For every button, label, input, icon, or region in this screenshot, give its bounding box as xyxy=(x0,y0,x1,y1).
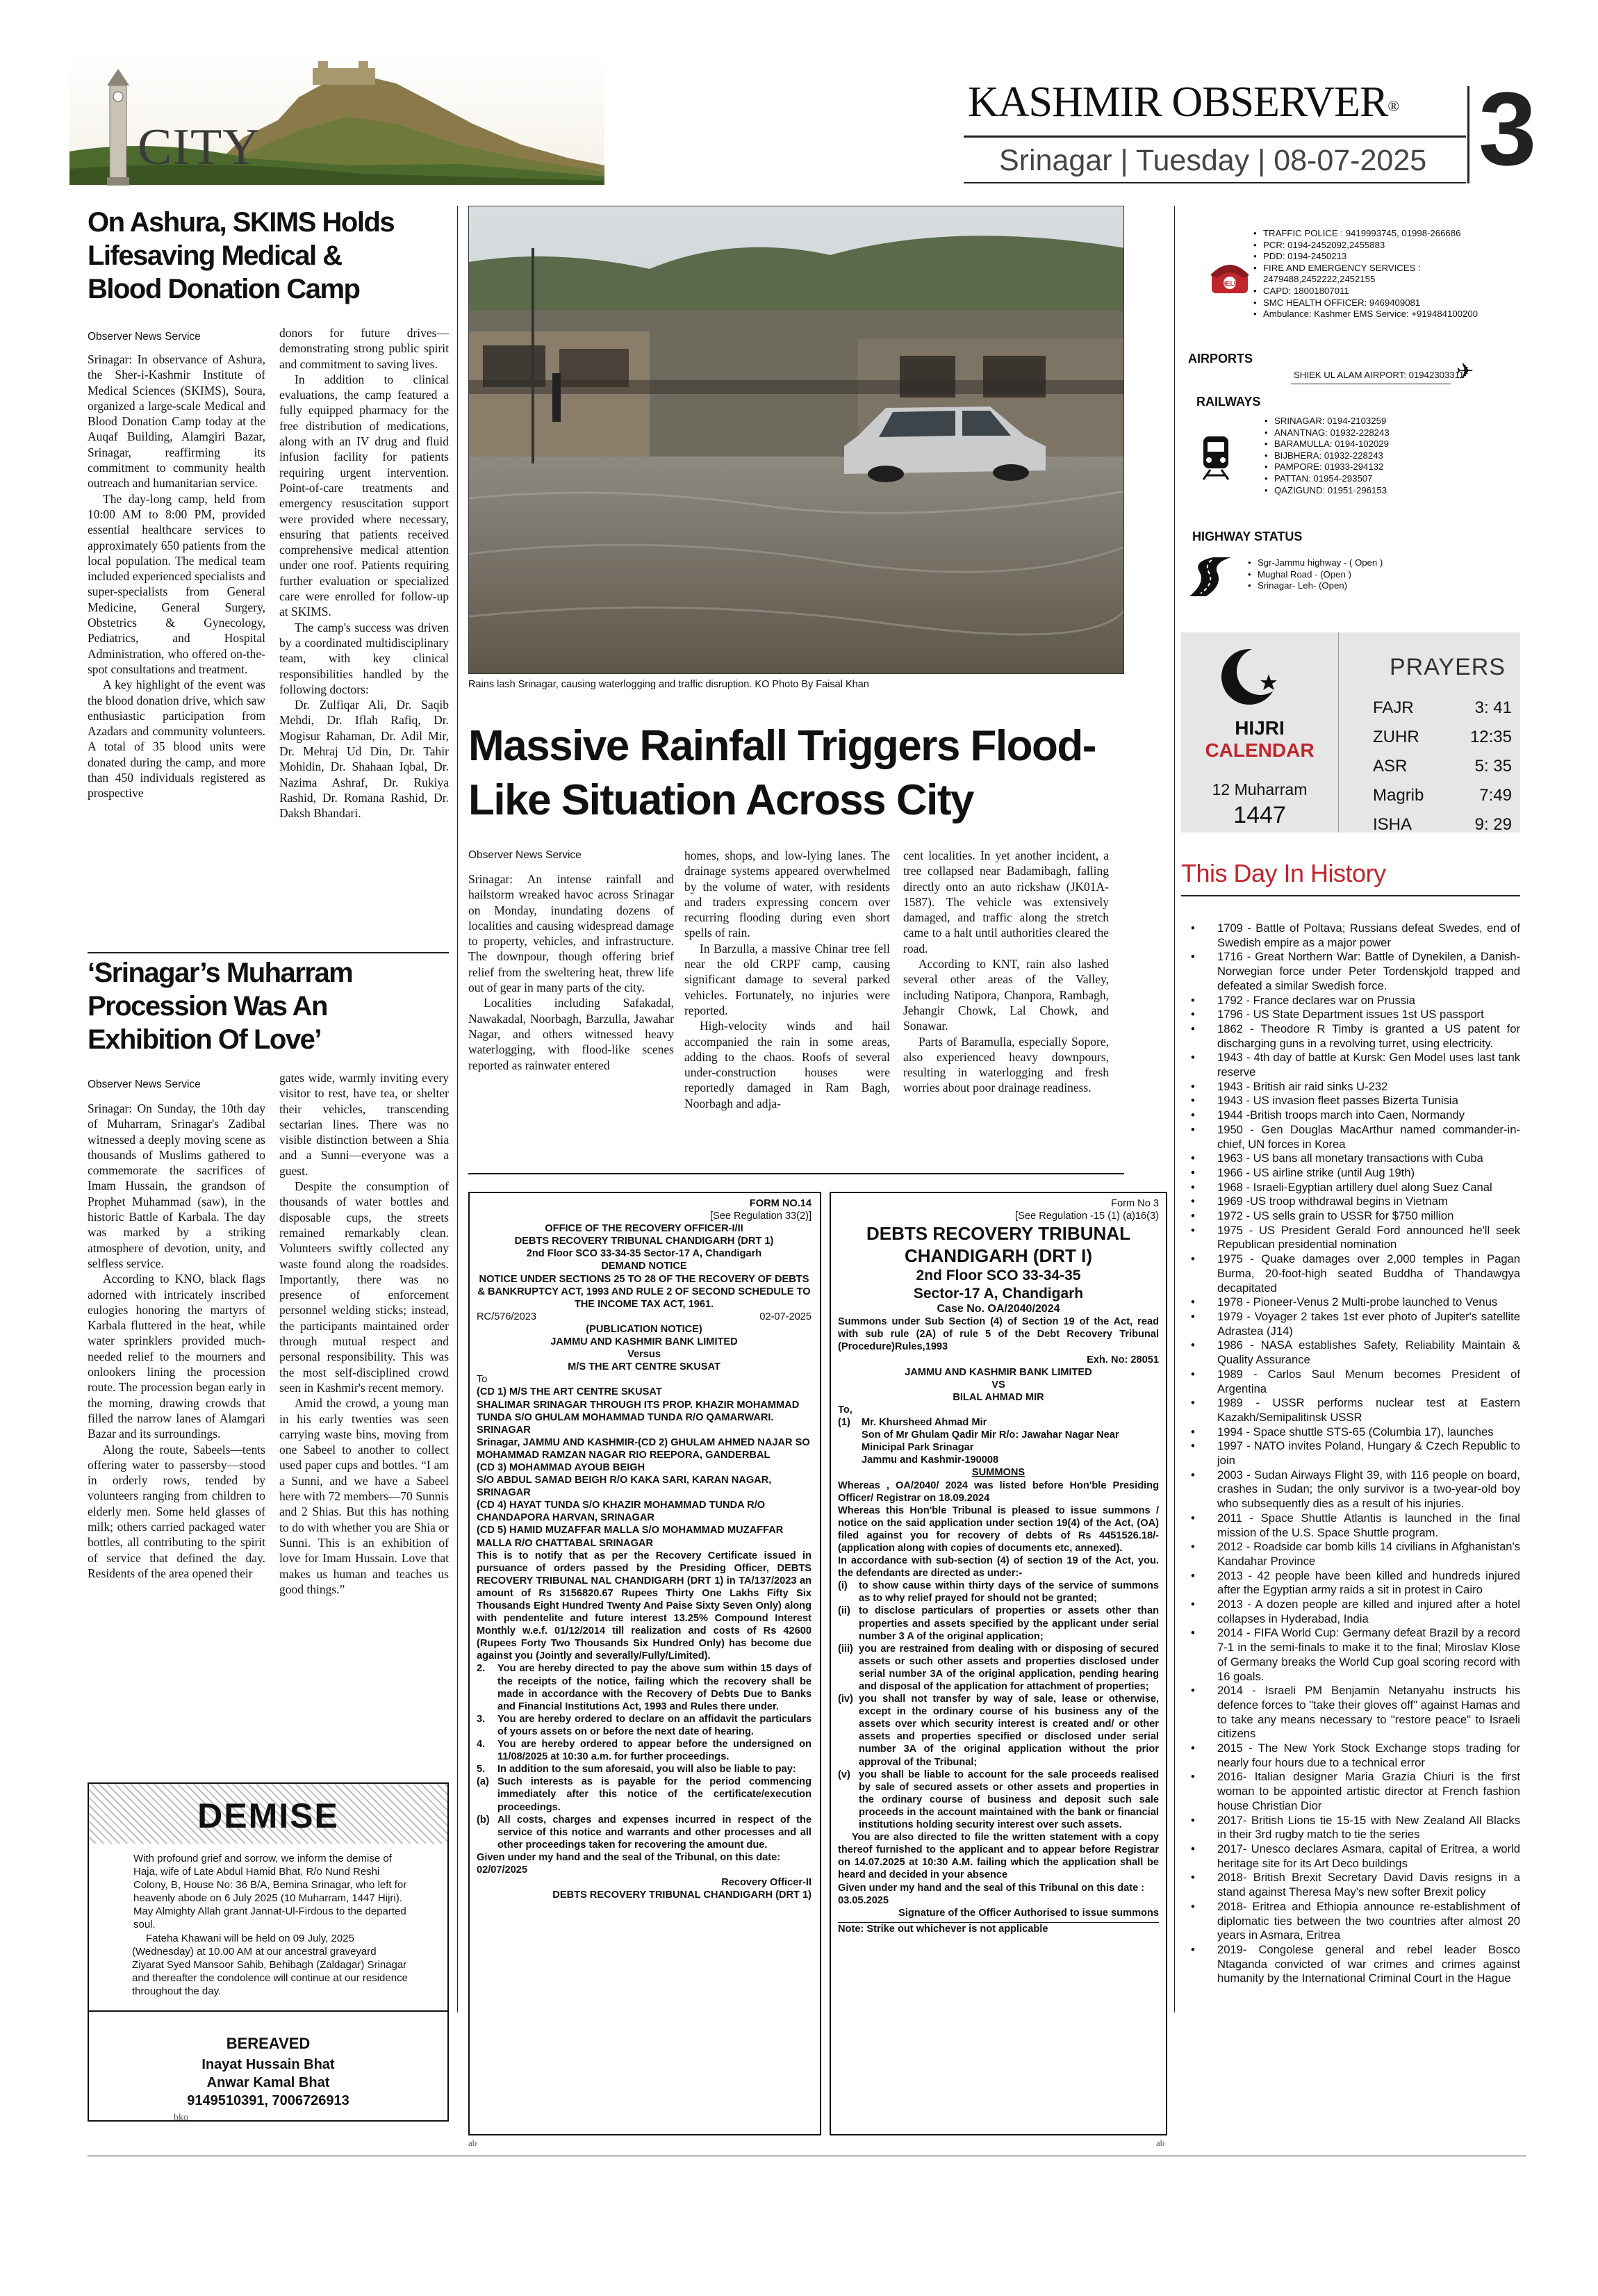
helpline-item: • Ambulance: Kashmer EMS Service: +919484100200 xyxy=(1253,309,1524,320)
section-title: CITY xyxy=(138,119,261,176)
demise-frame-lower xyxy=(88,2010,449,2122)
history-item: • 1975 - Quake damages over 2,000 temples in Pagan Burma, 20-foot-high seated Buddha of Thandawgya decapitated xyxy=(1181,1252,1520,1295)
given-date: Given under my hand and the seal of this Tribunal on this date : 03.05.2025 xyxy=(838,1882,1145,1906)
address-1: 2nd Floor SCO 33-34-35 xyxy=(916,1268,1081,1284)
body-2: Whereas this Hon'ble Tribunal is pleased to issue summons / notice on the said application under section 19(4) of the Act, (OA) filed against you for recovery of debts of Rs 4451526.18/- (application along with copies of documents etc, annexed). xyxy=(838,1504,1159,1554)
addressee-line: SHALIMAR SRINAGAR THROUGH ITS PROP. KHAZIR MOHAMMAD TUNDA S/O GHULAM MOHAMMAD TUNDA R/O QAMARWARI. SRINAGAR xyxy=(477,1399,800,1436)
party-name: M/S THE ART CENTRE SKUSAT xyxy=(568,1361,720,1373)
bereaved-label: BEREAVED xyxy=(226,2035,311,2052)
history-list xyxy=(1181,921,1520,1986)
history-item: • 1997 - NATO invites Poland, Hungary & Czech Republic to join xyxy=(1181,1439,1520,1468)
railway-list xyxy=(1265,416,1515,496)
history-item: • 1975 - US President Gerald Ford announced he'll seek Republican presidential nomination xyxy=(1181,1224,1520,1252)
body-1: Whereas , OA/2040/ 2024 was listed before Hon'ble Presiding Officer/ Registrar on 18.09.2024 xyxy=(838,1479,1159,1504)
addressee-line: Son of Mr Ghulam Qadir Mir R/o: Jawahar Nagar Near Minicipal Park Srinagar xyxy=(862,1429,1119,1454)
addressee-line: Mr. Khursheed Ahmad Mir xyxy=(862,1417,987,1429)
history-title-rule xyxy=(1181,895,1520,896)
skims-headline: On Ashura, SKIMS Holds Lifesaving Medical & Blood Donation Camp xyxy=(88,207,395,304)
helpline-list xyxy=(1253,228,1524,320)
rain-headline: Massive Rainfall Triggers Flood-Like Situation Across City xyxy=(468,722,1096,824)
section-divider xyxy=(468,1173,1124,1174)
prayer-name: ISHA xyxy=(1373,815,1412,834)
history-item: • 2014 - FIFA World Cup: Germany defeat Brazil by a record 7-1 in the semi-finals to make it to the final; Miroslav Klose of Germany breaks the World Cup goal scoring record with 16 goals. xyxy=(1181,1626,1520,1684)
office: OFFICE OF THE RECOVERY OFFICER-I/II xyxy=(545,1223,743,1235)
history-item: • 2017- Unesco declares Asmara, capital of Eritrea, a world heritage site for its Art Deco buildings xyxy=(1181,1842,1520,1871)
paragraph: A key highlight of the event was the blood donation drive, which saw enthusiastic participation from Azadars and community volunteers. A total of 35 blood units were donated during the camp, and more than 450 individuals registered as prospective xyxy=(88,678,265,801)
demand-notice xyxy=(468,1192,821,2135)
paragraph: In Barzulla, a massive Chinar tree fell near the old CRPF camp, causing significant damage to several parked vehicles. Fortunately, no injuries were reported. xyxy=(684,941,890,1017)
prayer-rows xyxy=(1373,694,1512,839)
waterlogged-street-image xyxy=(469,206,1124,674)
right-column-divider xyxy=(1174,206,1175,2012)
demise-body-2: Fateha Khawani will be held on 09 July, 2025 (Wednesday) at 10.00 AM at our ancestral graveyard Ziyarat Syed Mansoor Sahib, Behibagh (Zaldagar) Srinagar and thereafter the condolence will continue at our residence throughout the day. xyxy=(132,1933,408,1997)
paragraph: Srinagar: An intense rainfall and hailstorm wreaked havoc across Srinagar on Monday, inundating dozens of localities and causing widespread damage to property, vehicles, and infrastructure. The downpour, though offering brief relief from the sweltering heat, threw life out of gear in many parts of the city. xyxy=(468,872,674,995)
prayer-name: FAJR xyxy=(1373,698,1414,717)
form-number: Form No 3 xyxy=(1111,1198,1159,1209)
point: (v) you shall be liable to account for the sale proceeds realised by sale of secured assets or other assets and properties in the ordinary course of business and deposit such sale proceeds in the account maintained with the bank or financial institutions holding security interest over such assets. xyxy=(838,1769,1159,1831)
addressee-line: S/O ABDUL SAMAD BEIGH R/O KAKA SARI, KARAN NAGAR, SRINAGAR xyxy=(477,1475,772,1499)
history-item: • 1969 -US troop withdrawal begins in Vietnam xyxy=(1181,1195,1520,1209)
history-item: • 1950 - Gen Douglas MacArthur named commander-in-chief, UN forces in Korea xyxy=(1181,1123,1520,1151)
bank-name: JAMMU AND KASHMIR BANK LIMITED xyxy=(905,1366,1092,1378)
history-item: • 2018- British Brexit Secretary David Davis resigns in a stand against Theresa May's new softer Brexit policy xyxy=(1181,1871,1520,1899)
paragraph: Srinagar: On Sunday, the 10th day of Muharram, Srinagar's Zadibal witnessed a deeply moving scene as thousands of Muslims gathered to commemorate the sacrifices of Imam Hussain, the grandson of Prophet Muhammad (saw), in the historic Battle of Karbala. The day was marked by a striking atmosphere of devotion, unity, and selfless service. xyxy=(88,1101,265,1270)
railway-item: • BARAMULLA: 0194-102029 xyxy=(1265,438,1515,450)
airports-label: AIRPORTS xyxy=(1188,352,1253,366)
demise-code: bko xyxy=(174,2113,188,2123)
airport-item: SHIEK UL ALAM AIRPORT: 01942303311 xyxy=(1294,370,1465,380)
muharram-column-2 xyxy=(279,1070,449,1597)
svg-text:HELP: HELP xyxy=(1221,280,1239,287)
highway-item: • Srinagar- Leh- (Open) xyxy=(1248,580,1498,592)
train-icon xyxy=(1196,434,1235,486)
column-divider xyxy=(457,206,458,2012)
highway-list xyxy=(1248,557,1498,592)
prayer-row xyxy=(1373,694,1512,723)
address: 2nd Floor SCO 33-34-35 Sector-17 A, Chandigarh xyxy=(526,1248,762,1260)
hijri-label: HIJRI xyxy=(1235,717,1285,739)
history-item: • 2011 - Space Shuttle Atlantis is launched in the final mission of the U.S. Space Shuttle program. xyxy=(1181,1511,1520,1540)
rain-byline: Observer News Service xyxy=(468,849,582,861)
highway-item: • Sgr-Jammu highway - ( Open ) xyxy=(1248,557,1498,569)
signatory-office: DEBTS RECOVERY TRIBUNAL CHANDIGARH (DRT 1) xyxy=(552,1889,812,1901)
history-item: • 1943 - US invasion fleet passes Bizerta Tunisia xyxy=(1181,1094,1520,1108)
muharram-headline: ‘Srinagar’s Muharram Procession Was An Exhibition Of Love’ xyxy=(88,958,353,1055)
rc-row xyxy=(477,1311,812,1323)
highway-icon xyxy=(1185,555,1234,602)
notice2-code: ab xyxy=(1156,2138,1165,2148)
paragraph: Parts of Baramulla, especially Sopore, also experienced heavy downpours, resulting in waterlogging and fresh worries about poor drainage readiness. xyxy=(903,1034,1109,1095)
bereaved-phones: 9149510391, 7006726913 xyxy=(187,2093,349,2108)
skims-byline: Observer News Service xyxy=(88,331,201,343)
addressee-line: (CD 1) M/S THE ART CENTRE SKUSAT xyxy=(477,1386,662,1398)
history-item: • 1862 - Theodore R Timby is granted a US patent for discharging guns in a revolving turret, using electricity. xyxy=(1181,1022,1520,1051)
notice-points xyxy=(477,1662,812,1851)
rain-column-3 xyxy=(903,848,1109,1096)
point: (iv) you shall not transfer by way of sale, lease or otherwise, except in the ordinary course of his business any of the assets over which security interest is created and/ or other assets and properties specified or disclosed under serial number 3A of the original application without the prior approval of the Tribunal; xyxy=(838,1694,1159,1768)
paragraph: The camp's success was driven by a coordinated multidisciplinary team, with key clinical responsibilities handled by the following doctors: xyxy=(279,620,449,696)
paragraph: In addition to clinical evaluations, the camp featured a fully equipped pharmacy for the free distribution of medications, along with an IV drug and fluid infusion facility for patients requiring urgent intervention. Point-of-care treatments and emergency resuscitation support were provided where necessary, ensuring that patients received comprehensive medical attention under one roof. Patients requiring further evaluation or specialized care were enrolled for follow-up at SKIMS. xyxy=(279,372,449,619)
railway-item: • ANANTNAG: 01932-228243 xyxy=(1265,427,1515,439)
rc-date: 02-07-2025 xyxy=(759,1311,812,1322)
form-number: FORM NO.14 xyxy=(749,1198,812,1209)
airplane-icon: ✈ xyxy=(1456,360,1474,383)
masthead-bottom-rule xyxy=(964,182,1466,183)
history-item: • 2019- Congolese general and rebel leader Bosco Ntaganda convicted of war crimes and crimes against humanity by the International Criminal Court in the Hague xyxy=(1181,1943,1520,1986)
paragraph: Amid the crowd, a young man in his early twenties was seen carrying waste bins, moving from one Sabeel to another to collect used paper cups and bottles. “I am a Sunni, and we have a Sabeel here with 72 members—70 Sunnis and 2 Shias. But this has nothing to do with whether you are Shia or Sunni. This is an exhibition of love for Imam Hussain. Love that makes us human and teaches us good things.” xyxy=(279,1396,449,1596)
rc-number: RC/576/2023 xyxy=(477,1311,537,1322)
summons-notice xyxy=(830,1192,1167,2135)
to-label: To xyxy=(477,1374,488,1386)
registered-mark: ® xyxy=(1387,97,1399,115)
skims-column-1 xyxy=(88,352,265,801)
notice-body: This is to notify that as per the Recovery Certificate issued in pursuance of orders passed by the Presiding Officer, DEBTS RECOVERY TRIBUNAL NAL CHANDIGARH (DRT 1) in TA/137/2023 an amount of Rs 3156820.67 Rupees Thirty One Lakhs Fifty Six Thousands Eight Hundred Twenty And Paise Sixty Seven Only) along with pendentelite and future interest 13.25% Compound Interest Monthly w.e.f. 01/12/2014 till realization and costs of Rs 42600 (Rupees Forty Two Thousands Six Hundred Only) has become due against you (Jointly and severally/Fully/Limited). xyxy=(477,1550,812,1662)
prayer-time: 7:49 xyxy=(1479,786,1512,805)
history-item: • 1966 - US airline strike (until Aug 19th) xyxy=(1181,1166,1520,1181)
helpline-item: • PDD: 0194-2450213 xyxy=(1253,251,1524,263)
history-title: This Day In History xyxy=(1181,859,1386,887)
rain-column-2 xyxy=(684,848,890,1111)
history-item: • 2014 - Israeli PM Benjamin Netanyahu instructs his defence forces to "take their gloves off" against Hamas and to take any means necessary to "restore peace" to Israeli citizens xyxy=(1181,1684,1520,1741)
history-item: • 1989 - Carlos Saul Menum becomes President of Argentina xyxy=(1181,1368,1520,1396)
history-item: • 2012 - Roadside car bomb kills 14 civilians in Afghanistan's Kandahar Province xyxy=(1181,1540,1520,1568)
prayer-name: ASR xyxy=(1373,757,1408,776)
skims-column-2 xyxy=(279,325,449,821)
history-item: • 2016- Italian designer Maria Grazia Chiuri is the first woman to be appointed artistic director at French fashion house Christian Dior xyxy=(1181,1770,1520,1813)
summons-label: SUMMONS xyxy=(971,1467,1025,1479)
point: (ii) to disclose particulars of properties or assets other than properties and assets specified by the applicant under serial number 3 A of the original application; xyxy=(838,1605,1159,1642)
history-item: • 1943 - 4th day of battle at Kursk: Gen Model uses last tank reserve xyxy=(1181,1051,1520,1079)
history-item: • 2013 - 42 people have been killed and hundreds injured after the Egyptian army raids a sit in protest in Cairo xyxy=(1181,1569,1520,1598)
prayer-name: ZUHR xyxy=(1373,728,1419,746)
paragraph: Dr. Zulfiqar Ali, Dr. Saqib Mehdi, Dr. Iflah Rafiq, Dr. Mogisur Rahaman, Dr. Adil Mir, Dr. Mehraj Ud Din, Dr. Tahir Mohidin, Dr. Shahaan Iqbal, Dr. Nazima Ashraf, Dr. Rukiya Rashid, Dr. Romana Rashid, Dr. Daksh Bhandari. xyxy=(279,698,449,821)
calendar-label: CALENDAR xyxy=(1205,739,1315,761)
signatory: Recovery Officer-II xyxy=(721,1877,812,1889)
paragraph: The day-long camp, held from 10:00 AM to 8:00 PM, provided essential healthcare services to approximately 650 patients from the local population. The medical team included experienced specialists and super-specialists from General Medicine, General Surgery, Obstetrics & Gynecology, Pediatrics, and Hospital Administration, who offered on-the-spot consultations and treatment. xyxy=(88,491,265,676)
party-name: BILAL AHMAD MIR xyxy=(953,1391,1044,1403)
paragraph: According to KNO, black flags adorned with intricately inscribed eulogies honoring the martyrs of Karbala fluttered in the heat, while water sprinklers provided much-needed relief to the mourners and onlookers lining the procession route. The procession began early in the morning, drawing crowds that filled the narrow lanes of Alamgari Bazar and its surroundings. xyxy=(88,1272,265,1441)
history-item: • 1963 - US bans all monetary transactions with Cuba xyxy=(1181,1151,1520,1166)
bank-name: JAMMU AND KASHMIR BANK LIMITED xyxy=(550,1336,738,1348)
point: 5. In addition to the sum aforesaid, you will also be liable to pay: xyxy=(477,1764,796,1776)
history-item: • 1944 -British troops march into Caen, Normandy xyxy=(1181,1108,1520,1123)
paragraph: High-velocity winds and hail accompanied the rain in some areas, adding to the chaos. Roofs of several under-construction houses were reportedly damaged in Ram Bagh, Noorbagh and adja- xyxy=(684,1019,890,1110)
prayer-row xyxy=(1373,810,1512,839)
signatory: Signature of the Officer Authorised to issue summons xyxy=(898,1907,1159,1919)
helpline-item: • SMC HEALTH OFFICER: 9469409081 xyxy=(1253,297,1524,309)
addressee-lines xyxy=(477,1386,812,1549)
history-item: • 1709 - Battle of Poltava; Russians defeat Swedes, end of Swedish empire as a major power xyxy=(1181,921,1520,950)
exhibit-number: Exh. No: 28051 xyxy=(1087,1354,1159,1366)
prayers-label: PRAYERS xyxy=(1390,654,1506,680)
hijri-calendar-box xyxy=(1181,632,1520,833)
publication-notice: (PUBLICATION NOTICE) xyxy=(586,1323,702,1335)
history-item: • 1972 - US sells grain to USSR for $750 million xyxy=(1181,1209,1520,1224)
hijri-year: 1447 xyxy=(1233,802,1286,828)
railway-item: • QAZIGUND: 01951-296153 xyxy=(1265,485,1515,497)
phone-icon xyxy=(1209,257,1251,300)
regulation: [See Regulation 33(2)] xyxy=(709,1211,812,1222)
case-number: Case No. OA/2040/2024 xyxy=(937,1303,1060,1315)
addressee-line: (CD 4) HAYAT TUNDA S/O KHAZIR MOHAMMAD TUNDA R/O CHANDAPORA HARVAN, SRINAGAR xyxy=(477,1500,766,1524)
point: 2. You are hereby directed to pay the above sum within 15 days of the receipts of the notice, failing which the recovery shall be made in accordance with the Recovery of Debts Due to Banks and Financial Institutions Act, 1993 and Rules there under. xyxy=(477,1663,812,1712)
history-item: • 1792 - France declares war on Prussia xyxy=(1181,994,1520,1008)
paragraph: According to KNT, rain also lashed several other areas of the Valley, including Natipora, Chanpora, Rambagh, Jehangir Chowk, Lal Chowk, and Sonawar. xyxy=(903,957,1109,1033)
paragraph: gates wide, warmly inviting every visitor to rest, have tea, or shelter their vehicles, transcending sectarian lines. There was no visible distinction between a Shia and a Sunni—everyone was a guest. xyxy=(279,1071,449,1178)
versus: Versus xyxy=(627,1349,661,1361)
railway-item: • PAMPORE: 01933-294132 xyxy=(1265,461,1515,473)
paragraph: Despite the consumption of thousands of water bottles and disposable cups, the streets remained remarkably clean. Volunteers swiftly collected any waste found along the roadsides. Importantly, there was no presence of enforcement personnel welding sticks; instead, the participants maintained order through mutual respect and personal responsibility. This was the most self-disciplined crowd seen in Kashmir's recent memory. xyxy=(279,1179,449,1395)
demise-body: With profound grief and sorrow, we inform the demise of Haja, wife of Late Abdul Hamid Bhat, R/o Nund Reshi Colony, B, House No: 36 B/A, Bemina Srinagar, who left for heavenly abode on 6 July 2025 (10 Muharram, 1447 Hijri). May Almighty Allah grant Jannat-Ul-Firdous to the departed soul. xyxy=(133,1853,407,1930)
railways-label: RAILWAYS xyxy=(1196,395,1261,409)
crescent-star-icon xyxy=(1219,643,1285,714)
history-item: • 2018- Eritrea and Ethiopia announce re-establishment of diplomatic ties between the two countries after almost 20 years in Asmara, Eritrea xyxy=(1181,1900,1520,1943)
dateline: Srinagar | Tuesday | 08-07-2025 xyxy=(999,144,1427,177)
point: 4. You are hereby ordered to appear before the undersigned on 11/08/2025 at 10:30 a.m. for further proceedings. xyxy=(477,1739,812,1763)
prayer-row xyxy=(1373,781,1512,810)
railway-item: • SRINAGAR: 0194-2103259 xyxy=(1265,416,1515,427)
flood-photo xyxy=(468,206,1124,674)
body-3: In accordance with sub-section (4) of section 19 of the Act, you. the defendants are directed as under:- xyxy=(838,1555,1159,1580)
page-number-divider xyxy=(1467,86,1469,183)
helpline-item: • CAPD: 18001807011 xyxy=(1253,286,1524,297)
helpline-item: • PCR: 0194-2452092,2455883 xyxy=(1253,240,1524,252)
history-item: • 2017- British Lions tie 15-15 with New Zealand All Blacks in their 3rd rugby match to tie the series xyxy=(1181,1814,1520,1842)
prayer-time: 9: 29 xyxy=(1474,815,1512,834)
summons-points xyxy=(838,1580,1159,1831)
point: (iii) you are restrained from dealing with or disposing of secured assets or such other assets and properties disclosed under serial number 3A of the original application, pending hearing and disposal of the application for attachment of properties; xyxy=(838,1643,1159,1692)
summons-intro: Summons under Sub Section (4) of Section 19 of the Act, read with sub rule (2A) of rule 5 of the Debt Recovery Tribunal (Procedure)Rules,1993 xyxy=(838,1316,1159,1353)
to-label: To, xyxy=(838,1404,852,1416)
paragraph: donors for future drives—demonstrating strong public spirit and commitment to saving lives. xyxy=(279,326,449,371)
tribunal: DEBTS RECOVERY TRIBUNAL CHANDIGARH (DRT I) xyxy=(866,1223,1130,1267)
history-item: • 2015 - The New York Stock Exchange stops trading for nearly four hours due to a technical error xyxy=(1181,1741,1520,1770)
paragraph: homes, shops, and low-lying lanes. The drainage systems appeared overwhelmed by the volume of water, with residents and traders expressing concern over recurring flooding during even short spells of rain. xyxy=(684,848,890,940)
railway-item: • BIJBHERA: 01932-228243 xyxy=(1265,450,1515,462)
addressee-line: (CD 5) HAMID MUZAFFAR MALLA S/O MOHAMMAD MUZAFFAR MALLA R/O CHATTABAL SRINAGAR xyxy=(477,1525,784,1549)
notice1-code: ab xyxy=(468,2138,477,2148)
helpline-panel xyxy=(1181,208,1526,364)
paragraph: Along the route, Sabeels—tents offering water to passersby—stood in orderly rows, tended by volunteers ranging from children to elderly men. Some held glasses of milk; others carried packaged water bottles, all contributing to the spirit of service that defined the day. Residents of the area opened their xyxy=(88,1442,265,1580)
strike-note: Note: Strike out whichever is not applicable xyxy=(838,1922,1159,1935)
prayer-time: 3: 41 xyxy=(1474,698,1512,717)
prayer-row xyxy=(1373,723,1512,752)
history-item: • 1994 - Space shuttle STS-65 (Columbia 17), launches xyxy=(1181,1425,1520,1440)
page-number: 3 xyxy=(1478,70,1537,187)
history-item: • 1989 - USSR performs nuclear test at Eastern Kazakh/Semipalitinsk USSR xyxy=(1181,1396,1520,1425)
highway-label: HIGHWAY STATUS xyxy=(1192,530,1303,543)
history-item: • 1979 - Voyager 2 takes 1st ever photo of Jupiter's satellite Adrastea (J14) xyxy=(1181,1310,1520,1338)
highway-item: • Mughal Road - (Open ) xyxy=(1248,569,1498,581)
helpline-item: • FIRE AND EMERGENCY SERVICES : 2479488,2452222,2452155 xyxy=(1253,263,1524,286)
clock-tower-icon xyxy=(104,66,132,186)
prayer-time: 5: 35 xyxy=(1474,757,1512,776)
hijri-date: 12 Muharram xyxy=(1212,780,1308,798)
point: (a) Such interests as is payable for the period commencing immediately after this notice of the certificate/execution proceedings. xyxy=(477,1776,812,1813)
notice-title: DEMAND NOTICE xyxy=(601,1261,687,1272)
prayer-name: Magrib xyxy=(1373,786,1424,805)
body-4: You are also directed to file the written statement with a copy thereof furnished to the applicant and to appear before Registrar on 14.07.2025 at 10:30 A.M. failing which the application shall be heard and decided in your absence xyxy=(838,1832,1159,1881)
demise-title: DEMISE xyxy=(197,1796,339,1835)
prayer-time: 12:35 xyxy=(1469,728,1512,746)
prayer-row xyxy=(1373,752,1512,781)
history-item: • 1986 - NASA establishes Safety, Reliability Maintain & Quality Assurance xyxy=(1181,1338,1520,1367)
point: (i) to show cause within thirty days of the service of summons as to why relief prayed for should not be granted; xyxy=(838,1580,1159,1605)
addressee: (1) Mr. Khursheed Ahmad Mir Son of Mr Ghulam Qadir Mir R/o: Jawahar Nagar Near Minicipal Park Srinagar Jammu and Kashmir-190008 xyxy=(838,1416,1159,1466)
history-item: • 1796 - US State Department issues 1st US passport xyxy=(1181,1008,1520,1022)
paragraph: Srinagar: In observance of Ashura, the Sher-i-Kashmir Institute of Medical Sciences (SKIMS), Soura, organized a large-scale Medical and Blood Donation Camp today at the Auqaf Building, Alamgiri Bazar, Srinagar, reaffirming its commitment to community health outreach and humanitarian service. xyxy=(88,352,265,491)
history-item: • 1943 - British air raid sinks U-232 xyxy=(1181,1080,1520,1094)
history-item: • 2013 - A dozen people are killed and injured after a hotel collapses in Hyderabad, India xyxy=(1181,1598,1520,1626)
addressee-line: Srinagar, JAMMU AND KASHMIR-(CD 2) GHULAM AHMED NAJAR SO MOHAMMAD RAMZAN NAGAR RIO REEPORA, GANDERBAL xyxy=(477,1436,810,1461)
paper-name xyxy=(968,78,1399,126)
point: 3. You are hereby ordered to declare on an affidavit the particulars of yours assets on or before the next date of hearing. xyxy=(477,1713,812,1737)
versus: VS xyxy=(991,1379,1005,1391)
bereaved-name-2: Anwar Kamal Bhat xyxy=(206,2075,330,2090)
muharram-byline: Observer News Service xyxy=(88,1079,201,1090)
photo-caption: Rains lash Srinagar, causing waterlogging and traffic disruption. KO Photo By Faisal Khan xyxy=(468,679,869,690)
rain-column-1 xyxy=(468,871,674,1073)
bereaved-name-1: Inayat Hussain Bhat xyxy=(201,2057,335,2072)
point: (b) All costs, charges and expenses incurred in respect of the service of this notice and warrants and other processes and all other proceedings taken for recovering the amount due. xyxy=(477,1814,812,1851)
tribunal: DEBTS RECOVERY TRIBUNAL CHANDIGARH (DRT 1) xyxy=(514,1236,774,1247)
history-item: • 1716 - Great Northern War: Battle of Dynekilen, a Danish-Norwegian force under Peter Tordenskjold trapped and defeated a similar Swedish force. xyxy=(1181,950,1520,993)
history-item: • 1978 - Pioneer-Venus 2 Multi-probe launched to Venus xyxy=(1181,1295,1520,1310)
notice-subtitle: NOTICE UNDER SECTIONS 25 TO 28 OF THE RECOVERY OF DEBTS & BANKRUPTCY ACT, 1993 AND RULE 2 OF SECOND SCHEDULE TO THE INCOME TAX ACT, 1961. xyxy=(477,1273,811,1310)
masthead-divider xyxy=(964,136,1466,138)
address-2: Sector-17 A, Chandigarh xyxy=(913,1286,1084,1302)
section-divider xyxy=(88,952,449,953)
addressee-line: (CD 3) MOHAMMAD AYOUB BEIGH xyxy=(477,1461,645,1473)
regulation: [See Regulation -15 (1) (a)16(3) xyxy=(1015,1211,1159,1222)
railway-item: • PATTAN: 01954-293507 xyxy=(1265,473,1515,485)
paragraph: Localities including Safakadal, Nawakadal, Noorbagh, Barzulla, Jawahar Nagar, and others witnessed heavy waterlogging, with flood-like scenes reported as rainwater entered xyxy=(468,996,674,1072)
paper-name-text: KASHMIR OBSERVER xyxy=(968,79,1388,126)
addressee-line: Jammu and Kashmir-190008 xyxy=(862,1454,999,1466)
paragraph: cent localities. In yet another incident, a tree collapsed near Badamibagh, falling directly onto an auto rickshaw (JK01A-1587). The vehicle was extensively damaged, and traffic along the stretch came to a halt until authorities cleared the road. xyxy=(903,848,1109,956)
history-item: • 1968 - Israeli-Egyptian artillery duel along Suez Canal xyxy=(1181,1181,1520,1195)
helpline-item: • TRAFFIC POLICE : 9419993745, 01998-266686 xyxy=(1253,228,1524,240)
history-item: • 2003 - Sudan Airways Flight 39, with 116 people on board, crashes in Sudan; the only survivor is a two-year-old boy who subsequently dies as a result of his injuries. xyxy=(1181,1468,1520,1511)
muharram-column-1 xyxy=(88,1101,265,1581)
given-date: Given under my hand and the seal of the Tribunal, on this date: 02/07/2025 xyxy=(477,1851,781,1876)
